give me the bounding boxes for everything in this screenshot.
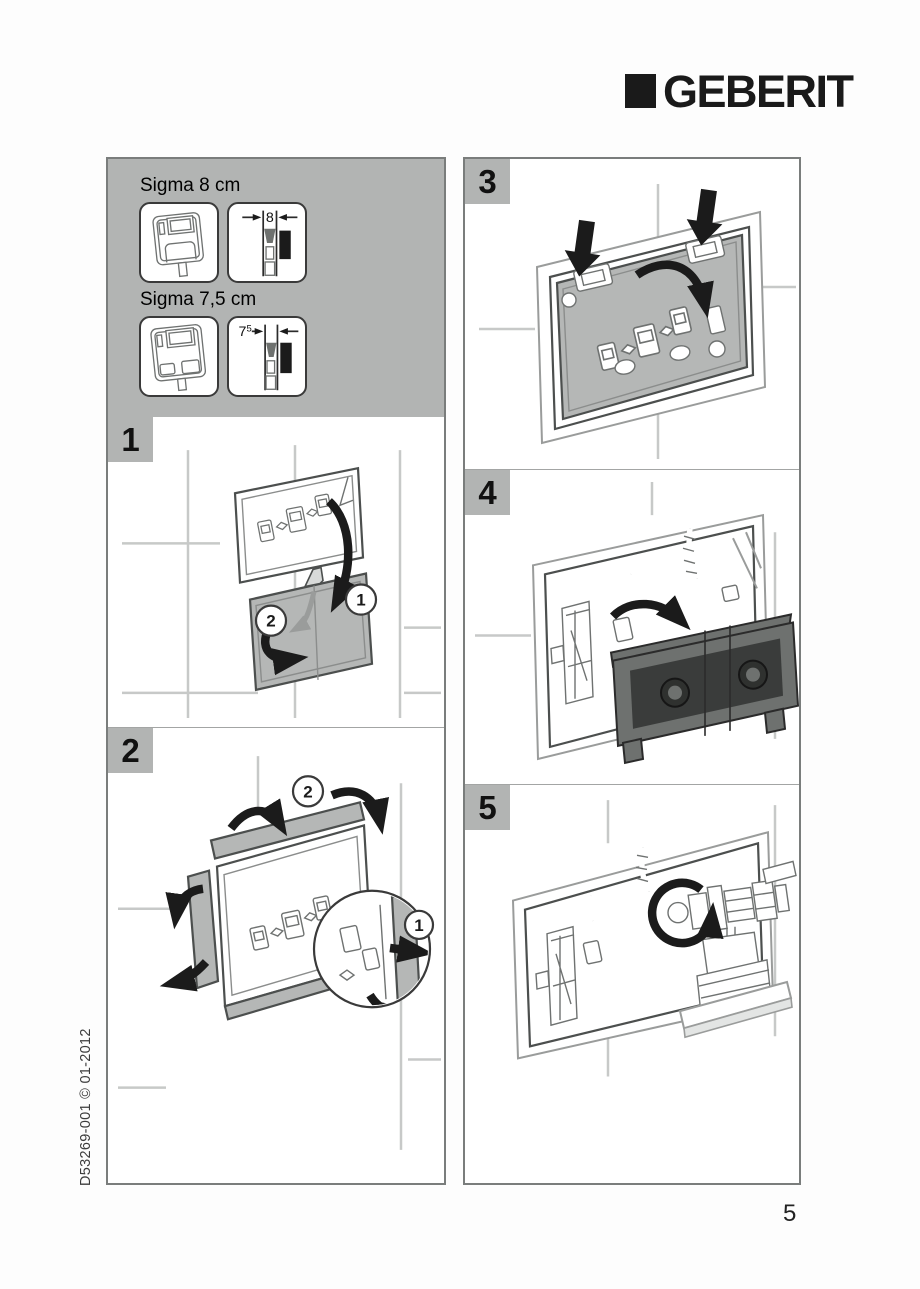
clip-push-arrow-icon — [390, 948, 420, 952]
cistern-variant-panel — [108, 159, 444, 417]
dimension-8-icon — [229, 204, 305, 281]
step-5-section — [465, 785, 799, 1183]
step-1-label: 1 — [108, 417, 153, 462]
variant-label-sigma8: Sigma 8 cm — [140, 175, 241, 196]
step-4-illustration — [465, 470, 799, 784]
step-2-illustration — [108, 728, 444, 1185]
dimension-8-value: 8 — [265, 210, 274, 227]
step-2-label: 2 — [108, 728, 153, 773]
dimension-8-card — [227, 202, 307, 283]
step-1-illustration — [108, 417, 444, 727]
step-4-section — [465, 470, 799, 785]
step-2-section — [108, 728, 444, 1185]
dimension-75-card — [227, 316, 307, 397]
cistern-sigma8-icon — [141, 204, 217, 281]
svg-text:1: 1 — [414, 915, 424, 935]
svg-text:2: 2 — [266, 611, 276, 631]
callout-1 — [405, 911, 433, 939]
callout-2 — [293, 776, 323, 806]
step-5-illustration — [465, 785, 799, 1183]
step-3-label: 3 — [465, 159, 510, 204]
geberit-logo — [625, 66, 853, 117]
step-4-label: 4 — [465, 470, 510, 515]
step-5-label: 5 — [465, 785, 510, 830]
cistern-sigma8-card — [139, 202, 219, 283]
dimension-75-icon — [229, 318, 305, 395]
dimension-75-value: $7^5$ — [238, 323, 252, 341]
logo-square-icon — [625, 74, 656, 108]
cistern-sigma75-icon — [141, 318, 217, 395]
logo-text: GEBERIT — [663, 66, 853, 117]
callout-2 — [256, 606, 286, 636]
step-3-section — [465, 159, 799, 470]
step-1-section — [108, 417, 444, 728]
step-3-illustration — [465, 159, 799, 469]
left-instruction-column — [106, 157, 446, 1185]
right-instruction-column — [463, 157, 801, 1185]
svg-text:2: 2 — [303, 782, 313, 802]
svg-text:1: 1 — [356, 590, 366, 610]
page-number: 5 — [783, 1200, 797, 1227]
variant-label-sigma75: Sigma 7,5 cm — [140, 289, 257, 310]
document-code: D53269-001 © 01-2012 — [78, 1028, 94, 1186]
magnifier-detail — [314, 891, 433, 1012]
callout-1 — [346, 585, 376, 615]
cistern-sigma75-card — [139, 316, 219, 397]
